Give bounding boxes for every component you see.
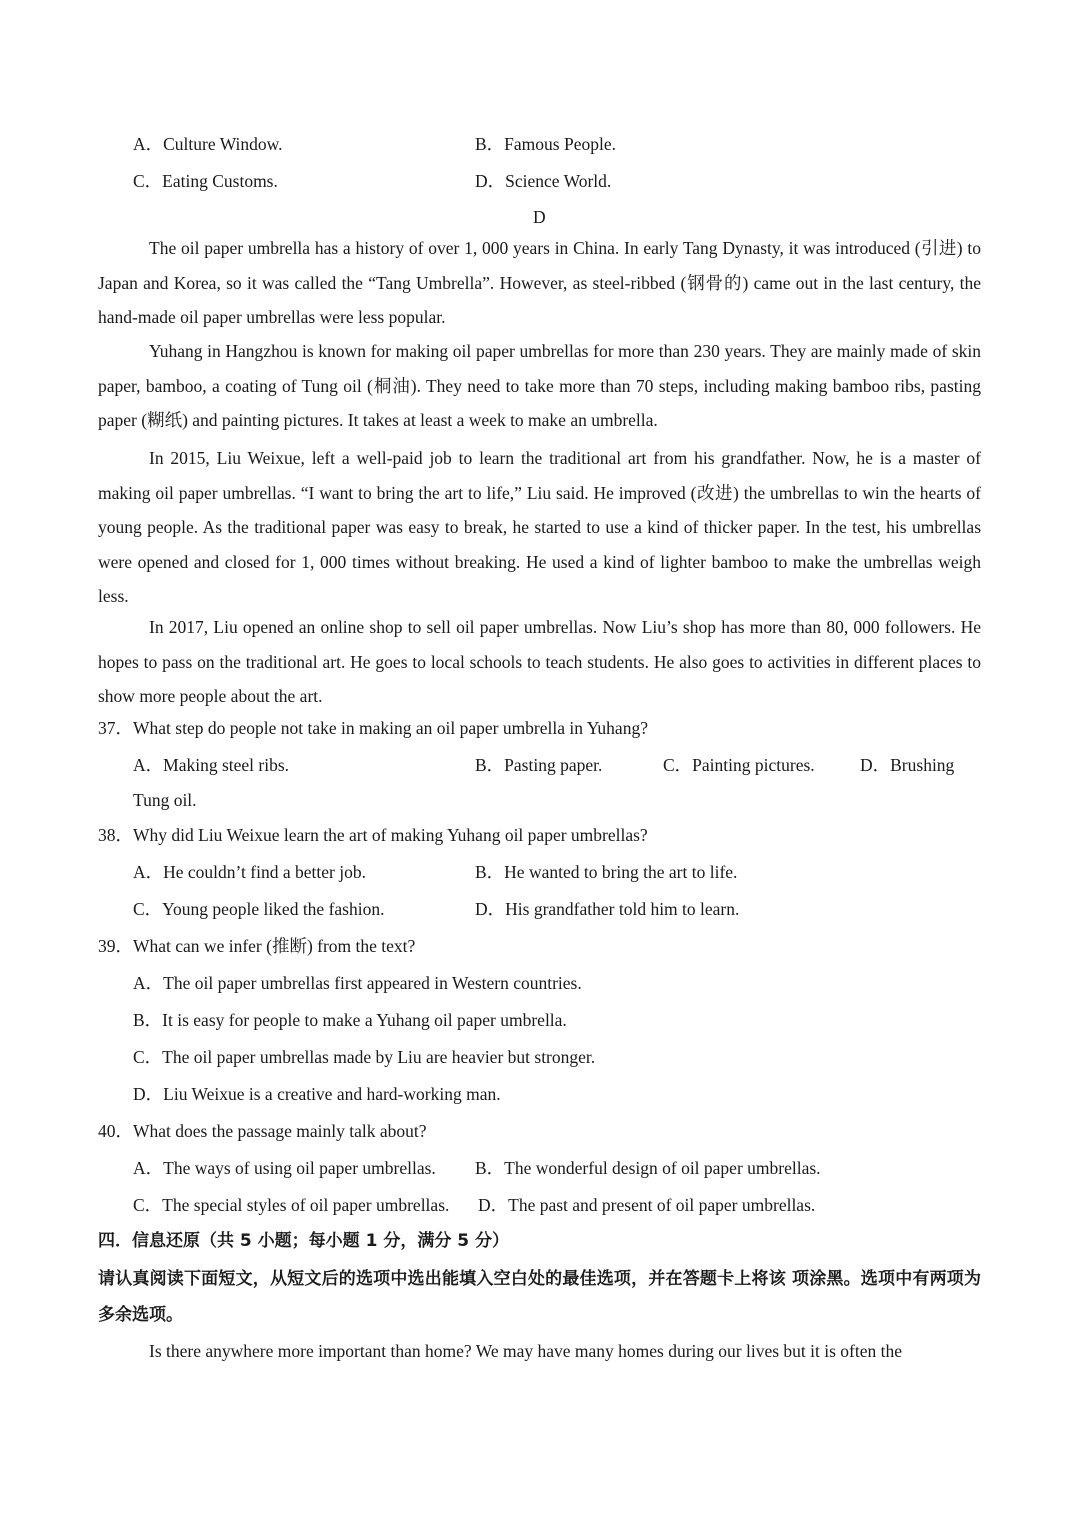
section-4-title: 四．信息还原（共 5 小题；每小题 1 分，满分 5 分） xyxy=(98,1231,509,1251)
prev-option-c: C．Eating Customs. xyxy=(133,171,278,191)
passage-paragraph-1: The oil paper umbrella has a history of over 1, 000 years in China. In early Tang Dynasty, it was introduced (引进) to Japan and Korea, so it was called the “Tang Umbrella”. However, as steel-ribbed (钢骨的) came out in the last century, the hand-made oil paper umbrellas were less popular. xyxy=(98,238,981,327)
question-37-option-b: B．Pasting paper. xyxy=(475,755,603,775)
question-37-option-d: D．Brushing xyxy=(860,755,955,775)
question-39-option-b: B．It is easy for people to make a Yuhang oil paper umbrella. xyxy=(133,1010,567,1030)
passage-paragraph-2: Yuhang in Hangzhou is known for making oil paper umbrellas for more than 230 years. They are mainly made of skin paper, bamboo, a coating of Tung oil (桐油). They need to take more than 70 steps, including making bamboo ribs, pasting paper (糊纸) and painting pictures. It takes at least a week to make an umbrella. xyxy=(98,341,981,430)
question-40-option-c: C．The special styles of oil paper umbrellas. xyxy=(133,1195,450,1215)
passage-paragraph-4: In 2017, Liu opened an online shop to sell oil paper umbrellas. Now Liu’s shop has more than 80, 000 followers. He hopes to pass on the traditional art. He goes to local schools to teach students. He also goes to activities in different places to show more people about the art. xyxy=(98,617,981,706)
question-38-option-d: D．His grandfather told him to learn. xyxy=(475,899,740,919)
passage-paragraph-3: In 2015, Liu Weixue, left a well-paid job to learn the traditional art from his grandfather. Now, he is a master of making oil paper umbrellas. “I want to bring the art to life,” Liu said. He improved (改进) the umbrellas to win the hearts of young people. As the traditional paper was easy to break, he started to use a kind of thicker paper. In the test, his umbrellas were opened and closed for 1, 000 times without breaking. He used a kind of lighter bamboo to make the umbrellas weigh less. xyxy=(98,448,981,606)
question-38-option-c: C．Young people liked the fashion. xyxy=(133,899,385,919)
question-39-stem: 39．What can we infer (推断) from the text? xyxy=(98,936,416,956)
section-label: D xyxy=(533,207,546,227)
question-37-option-a: A．Making steel ribs. xyxy=(133,755,290,775)
question-37-stem: 37．What step do people not take in making an oil paper umbrella in Yuhang? xyxy=(98,718,648,738)
question-39-option-c: C．The oil paper umbrellas made by Liu are heavier but stronger. xyxy=(133,1047,596,1067)
question-40-stem: 40．What does the passage mainly talk about? xyxy=(98,1121,427,1141)
question-38-option-b: B．He wanted to bring the art to life. xyxy=(475,862,738,882)
prev-option-d: D．Science World. xyxy=(475,171,612,191)
question-39-option-a: A．The oil paper umbrellas first appeared in Western countries. xyxy=(133,973,582,993)
question-40-option-d: D．The past and present of oil paper umbrellas. xyxy=(478,1195,816,1215)
section-4-intro: Is there anywhere more important than home? We may have many homes during our lives but it is often the xyxy=(149,1341,902,1361)
question-39-option-d: D．Liu Weixue is a creative and hard-working man. xyxy=(133,1084,501,1104)
question-38-stem: 38．Why did Liu Weixue learn the art of making Yuhang oil paper umbrellas? xyxy=(98,825,648,845)
section-4-instruction: 请认真阅读下面短文，从短文后的选项中选出能填入空白处的最佳选项，并在答题卡上将该 项涂黑。选项中有两项为多余选项。 xyxy=(98,1269,981,1325)
prev-option-b: B．Famous People. xyxy=(475,134,616,154)
question-37-option-d-continued: Tung oil. xyxy=(133,790,197,810)
prev-option-a: A．Culture Window. xyxy=(133,134,283,154)
question-40-option-a: A．The ways of using oil paper umbrellas. xyxy=(133,1158,436,1178)
question-40-option-b: B．The wonderful design of oil paper umbrellas. xyxy=(475,1158,821,1178)
question-37-option-c: C．Painting pictures. xyxy=(663,755,815,775)
question-38-option-a: A．He couldn’t find a better job. xyxy=(133,862,366,882)
